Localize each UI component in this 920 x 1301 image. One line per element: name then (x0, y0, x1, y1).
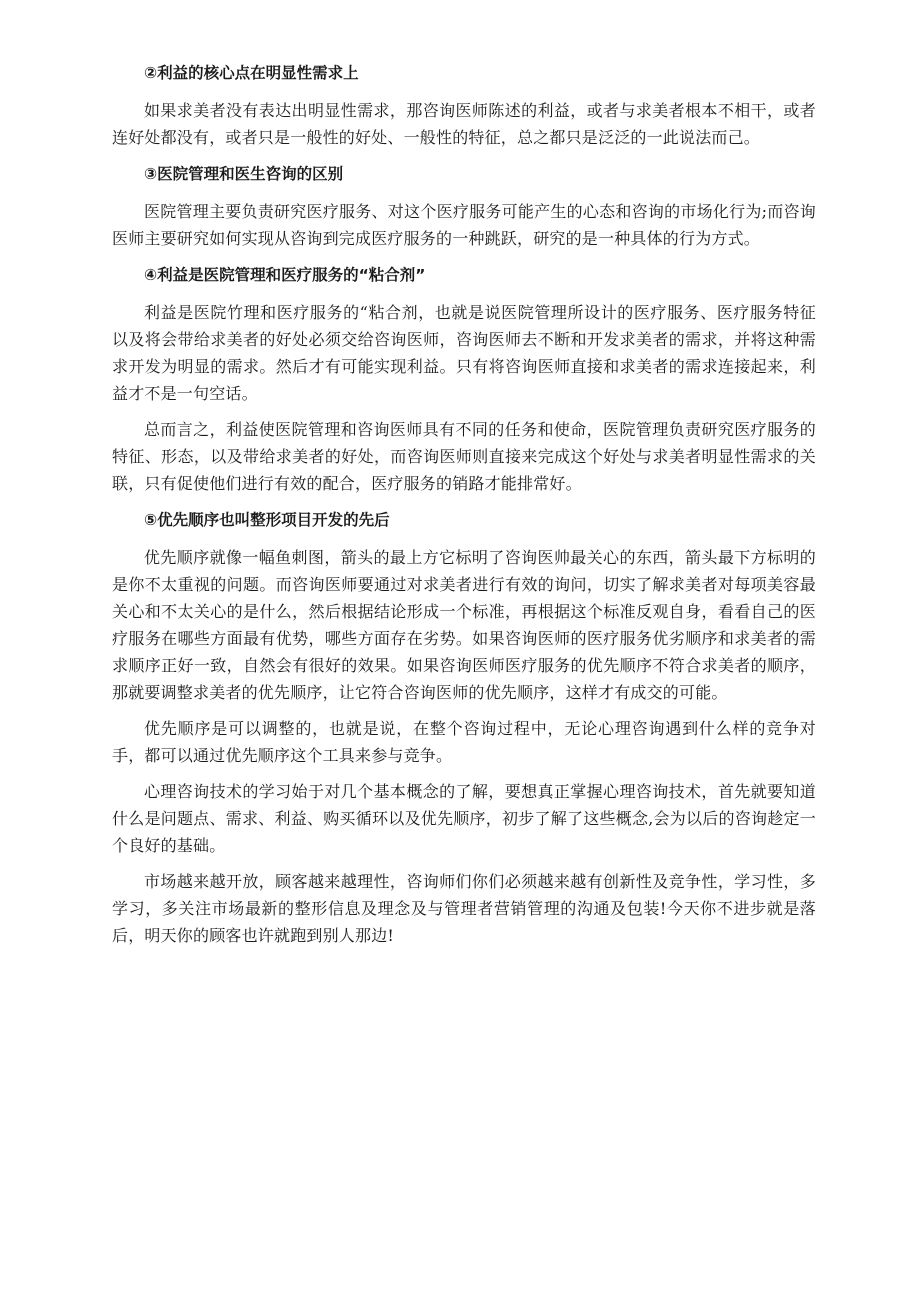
paragraph: 优先顺序就像一幅鱼刺图，箭头的最上方它标明了咨询医帅最关心的东西，箭头最下方标明的是你不太重视的问题。而咨询医师要通过对求美者进行有效的询问，切实了解求美者对每项美容最关心和不太关心的是什么，然后根据结论形成一个标准，再根据这个标准反观自身，看看自己的医疗服务在哪些方面最有优势，哪些方面存在劣势。如果咨询医师的医疗服务优劣顺序和求美者的需求顺序正好一致，自然会有很好的效果。如果咨询医师医疗服务的优先顺序不符合求美者的顺序，那就要调整求美者的优先顺序，让它符合咨询医师的优先顺序，这样才有成交的可能。 (112, 548, 816, 702)
paragraph: 总而言之，利益使医院管理和咨询医师具有不同的任务和使命，医院管理负责研究医疗服务的特征、形态，以及带给求美者的好处，而咨询医师则直接来完成这个好处与求美者明显性需求的关联，只有促使他们进行有效的配合，医疗服务的销路才能排常好。 (112, 420, 816, 493)
document-body (112, 60, 816, 949)
section-heading-benefit-glue: ④利益是医院管理和医疗服务的“粘合剂” (144, 266, 426, 284)
paragraph: 利益是医院竹理和医疗服务的“粘合剂，也就是说医院管理所设计的医疗服务、医疗服务特征以及将会带给求美者的好处必须交给咨询医师，咨询医师去不断和开发求美者的需求，并将这种需求开发为明显的需求。然后才有可能实现利益。只有将咨询医师直接和求美者的需求连接起来，利益才不是一句空话。 (112, 303, 816, 403)
paragraph: 医院管理主要负责研究医疗服务、对这个医疗服务可能产生的心态和咨询的市场化行为;而咨询医师主要研究如何实现从咨询到完成医疗服务的一种跳跃，研究的是一种具体的行为方式。 (112, 202, 816, 248)
section-heading-benefit-core: ②利益的核心点在明显性需求上 (144, 64, 359, 82)
paragraph: 如果求美者没有表达出明显性需求，那咨询医师陈述的利益，或者与求美者根本不相干，或者连好处都没有，或者只是一般性的好处、一般性的特征，总之都只是泛泛的一此说法而己。 (112, 101, 816, 147)
paragraph: 市场越来越开放，顾客越来越理性，咨询师们你们必须越来越有创新性及竞争性，学习性，多学习，多关注市场最新的整形信息及理念及与管理者营销管理的沟通及包装!今天你不进步就是落后，明天你的顾客也许就跑到别人那边! (112, 872, 816, 945)
section-heading-management-vs-consulting: ③医院管理和医生咨询的区别 (144, 165, 344, 183)
paragraph: 心理咨询技术的学习始于对几个基本概念的了解，要想真正掌握心理咨询技术，首先就要知道什么是问题点、需求、利益、购买循环以及优先顺序，初步了解了这些概念,会为以后的咨询趁定一个良好的基础。 (112, 782, 816, 855)
section-heading-priority-order: ⑤优先顺序也叫整形项目开发的先后 (144, 511, 390, 529)
paragraph: 优先顺序是可以调整的，也就是说，在整个咨询过程中，无论心理咨询遇到什么样的竞争对手，都可以通过优先顺序这个工具来参与竞争。 (112, 719, 816, 765)
